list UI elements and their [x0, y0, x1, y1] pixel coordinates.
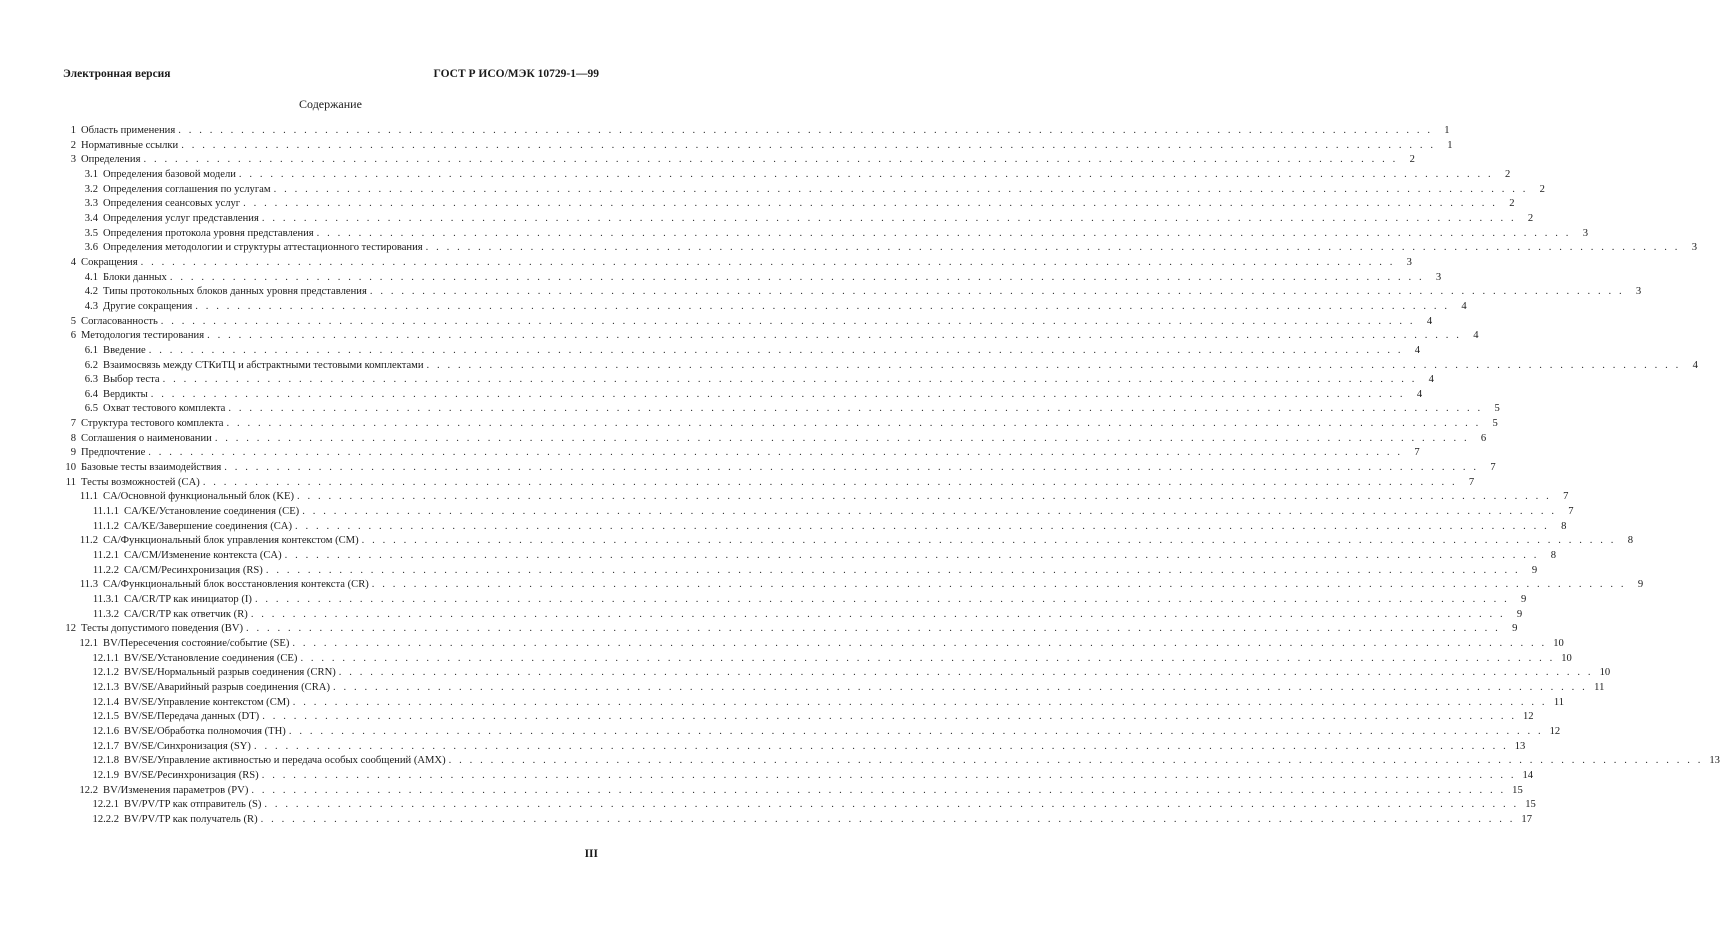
toc-entry-number: 8 [70, 432, 76, 444]
toc-dot-leader: . . . . . . . . . . . . . . . . . . . . . . . . . . . . . . . . . . . . . . . . . . . . . . . . . . . . . . . . . . . . . . . . . . . . . . . . . . . . . . . . . . . . . . . . . . . . . . . . . . . . . . . . . . . . . . . . . . . . . . . . [361, 535, 1616, 547]
toc-entry-page: 4 [1692, 359, 1698, 371]
toc-entry-page: 2 [1539, 183, 1545, 195]
toc-entry-title: BV/PV/TP как получатель (R) [124, 813, 258, 825]
toc-entry-number: 12.1.1 [92, 652, 119, 664]
toc-entry [63, 476, 1475, 491]
toc-entry [63, 417, 1498, 432]
toc-entry-page: 5 [1492, 418, 1498, 430]
toc-entry-page: 12 [1522, 711, 1534, 723]
toc-entry-number: 4 [70, 256, 76, 268]
toc-dot-leader: . . . . . . . . . . . . . . . . . . . . . . . . . . . . . . . . . . . . . . . . . . . . . . . . . . . . . . . . . . . . . . . . . . . . . . . . . . . . . . . . . . . . . . . . . . . . . . . . . . . . . . . . . . . . . . . . . . . . . . . . [143, 154, 1398, 166]
toc-entry [63, 652, 1572, 667]
toc-entry-page: 4 [1461, 300, 1467, 312]
toc-entry-title: Нормативные ссылки [81, 139, 179, 151]
toc-entry-page: 8 [1550, 550, 1556, 562]
toc-entry [63, 124, 1450, 139]
toc-entry-number: 6 [70, 330, 76, 342]
toc-entry [63, 578, 1644, 593]
toc-entry [63, 168, 1511, 183]
toc-entry [63, 388, 1423, 403]
toc-entry-number: 12.1.8 [92, 755, 119, 767]
toc-entry-number: 11.2.2 [92, 564, 119, 576]
toc-entry-title: BV/Пересечения состояние/событие (SE) [103, 637, 290, 649]
toc-dot-leader: . . . . . . . . . . . . . . . . . . . . . . . . . . . . . . . . . . . . . . . . . . . . . . . . . . . . . . . . . . . . . . . . . . . . . . . . . . . . . . . . . . . . . . . . . . . . . . . . . . . . . . . . . . . . . . . . . . . . . . . . [338, 667, 1594, 679]
toc-entry-number: 11.3.2 [92, 608, 119, 620]
toc-entry [63, 212, 1534, 227]
toc-dot-leader: . . . . . . . . . . . . . . . . . . . . . . . . . . . . . . . . . . . . . . . . . . . . . . . . . . . . . . . . . . . . . . . . . . . . . . . . . . . . . . . . . . . . . . . . . . . . . . . . . . . . . . . . . . . . . . . . . . . . . . . . [250, 608, 1506, 620]
toc-entry [63, 710, 1534, 725]
toc-entry-page: 17 [1521, 813, 1533, 825]
toc-entry-page: 1 [1447, 139, 1453, 151]
toc-entry-title: Типы протокольных блоков данных уровня представления [103, 286, 367, 298]
toc-entry-number: 11.1.2 [92, 520, 119, 532]
toc-entry-number: 11.2 [79, 535, 98, 547]
toc-entry-number: 11 [65, 476, 76, 488]
toc-entry [63, 461, 1496, 476]
toc-dot-leader: . . . . . . . . . . . . . . . . . . . . . . . . . . . . . . . . . . . . . . . . . . . . . . . . . . . . . . . . . . . . . . . . . . . . . . . . . . . . . . . . . . . . . . . . . . . . . . . . . . . . . . . . . . . . . . . . . . . . . . . . [273, 183, 1528, 195]
toc-entry-title: Выбор теста [103, 374, 160, 386]
toc-dot-leader: . . . . . . . . . . . . . . . . . . . . . . . . . . . . . . . . . . . . . . . . . . . . . . . . . . . . . . . . . . . . . . . . . . . . . . . . . . . . . . . . . . . . . . . . . . . . . . . . . . . . . . . . . . . . . . . . . . . . . . . . [253, 740, 1509, 752]
toc-entry [63, 432, 1487, 447]
toc-entry-page: 12 [1549, 725, 1561, 737]
toc-entry [63, 315, 1433, 330]
toc-entry-title: CA/KE/Завершение соединения (CA) [124, 520, 292, 532]
toc-entry-title: Блоки данных [103, 271, 167, 283]
toc-entry-title: Определения протокола уровня представления [103, 227, 314, 239]
toc-dot-leader: . . . . . . . . . . . . . . . . . . . . . . . . . . . . . . . . . . . . . . . . . . . . . . . . . . . . . . . . . . . . . . . . . . . . . . . . . . . . . . . . . . . . . . . . . . . . . . . . . . . . . . . . . . . . . . . . . . . . . . . . [262, 711, 1517, 723]
toc-entry [63, 329, 1479, 344]
toc-dot-leader: . . . . . . . . . . . . . . . . . . . . . . . . . . . . . . . . . . . . . . . . . . . . . . . . . . . . . . . . . . . . . . . . . . . . . . . . . . . . . . . . . . . . . . . . . . . . . . . . . . . . . . . . . . . . . . . . . . . . . . . . [292, 637, 1547, 649]
toc-entry-title: Структура тестового комплекта [81, 418, 224, 430]
toc-entry-page: 10 [1599, 667, 1611, 679]
toc-entry-page: 9 [1521, 594, 1527, 605]
toc-entry [63, 798, 1536, 813]
toc-entry-title: Определения услуг представления [103, 212, 259, 224]
toc-entry-number: 5 [70, 315, 76, 327]
toc-entry-page: 10 [1561, 652, 1572, 664]
toc-dot-leader: . . . . . . . . . . . . . . . . . . . . . . . . . . . . . . . . . . . . . . . . . . . . . . . . . . . . . . . . . . . . . . . . . . . . . . . . . . . . . . . . . . . . . . . . . . . . . . . . . . . . . . . . . . . . . . . . . . . . . . . . [140, 256, 1395, 268]
toc-entry-number: 3 [70, 154, 76, 166]
toc-entry-page: 2 [1509, 198, 1515, 210]
toc-dot-leader: . . . . . . . . . . . . . . . . . . . . . . . . . . . . . . . . . . . . . . . . . . . . . . . . . . . . . . . . . . . . . . . . . . . . . . . . . . . . . . . . . . . . . . . . . . . . . . . . . . . . . . . . . . . . . . . . . . . . . . . . [294, 520, 1550, 532]
toc-dot-leader: . . . . . . . . . . . . . . . . . . . . . . . . . . . . . . . . . . . . . . . . . . . . . . . . . . . . . . . . . . . . . . . . . . . . . . . . . . . . . . . . . . . . . . . . . . . . . . . . . . . . . . . . . . . . . . . . . . . . . . . . [169, 271, 1425, 283]
toc-entry-page: 4 [1426, 315, 1433, 327]
toc-entry [63, 593, 1527, 608]
toc-entry-number: 4.1 [84, 271, 98, 283]
toc-entry-number: 12.1.3 [92, 681, 119, 693]
toc-entry-title: CA/Основной функциональный блок (KE) [103, 491, 294, 503]
toc-dot-leader: . . . . . . . . . . . . . . . . . . . . . . . . . . . . . . . . . . . . . . . . . . . . . . . . . . . . . . . . . . . . . . . . . . . . . . . . . . . . . . . . . . . . . . . . . . . . . . . . . . . . . . . . . . . . . . . . . . . . . . . . [284, 550, 1539, 562]
toc-entry [63, 696, 1565, 711]
toc-entry-title: CA/CM/Ресинхронизация (RS) [124, 564, 263, 576]
toc-entry-title: CA/CR/TP как инициатор (I) [124, 594, 252, 605]
toc-entry-title: Определения [81, 154, 141, 166]
toc-entry-title: BV/SE/Установление соединения (CE) [124, 652, 298, 664]
toc-dot-leader: . . . . . . . . . . . . . . . . . . . . . . . . . . . . . . . . . . . . . . . . . . . . . . . . . . . . . . . . . . . . . . . . . . . . . . . . . . . . . . . . . . . . . . . . . . . . . . . . . . . . . . . . . . . . . . . . . . . . . . . . [195, 300, 1450, 312]
toc-entry [63, 622, 1518, 637]
toc-entry-number: 3.6 [84, 242, 98, 254]
toc-entry-page: 4 [1428, 374, 1434, 386]
toc-entry-page: 9 [1531, 564, 1538, 576]
toc-entry [63, 344, 1421, 359]
toc-dot-leader: . . . . . . . . . . . . . . . . . . . . . . . . . . . . . . . . . . . . . . . . . . . . . . . . . . . . . . . . . . . . . . . . . . . . . . . . . . . . . . . . . . . . . . . . . . . . . . . . . . . . . . . . . . . . . . . . . . . . . . . . [369, 286, 1625, 298]
toc-entry-number: 7 [70, 418, 76, 430]
toc-dot-leader: . . . . . . . . . . . . . . . . . . . . . . . . . . . . . . . . . . . . . . . . . . . . . . . . . . . . . . . . . . . . . . . . . . . . . . . . . . . . . . . . . . . . . . . . . . . . . . . . . . . . . . . . . . . . . . . . . . . . . . . . [264, 799, 1519, 811]
toc-dot-leader: . . . . . . . . . . . . . . . . . . . . . . . . . . . . . . . . . . . . . . . . . . . . . . . . . . . . . . . . . . . . . . . . . . . . . . . . . . . . . . . . . . . . . . . . . . . . . . . . . . . . . . . . . . . . . . . . . . . . . . . . [238, 168, 1494, 180]
toc-entry-number: 4.3 [84, 300, 98, 312]
toc-entry-title: BV/SE/Аварийный разрыв соединения (CRA) [124, 681, 330, 693]
toc-entry-number: 12.1.2 [92, 667, 119, 679]
toc-entry-page: 2 [1527, 212, 1534, 224]
toc-entry-number: 3.1 [84, 168, 98, 180]
toc-entry-number: 12.2.1 [92, 799, 119, 811]
toc-entry-title: Предпочтение [81, 447, 146, 459]
toc-entry [63, 300, 1467, 315]
toc-dot-leader: . . . . . . . . . . . . . . . . . . . . . . . . . . . . . . . . . . . . . . . . . . . . . . . . . . . . . . . . . . . . . . . . . . . . . . . . . . . . . . . . . . . . . . . . . . . . . . . . . . . . . . . . . . . . . . . . . . . . . . . . [214, 432, 1470, 444]
toc-entry [63, 505, 1574, 520]
toc-entry-number: 9 [70, 447, 76, 459]
toc-entry [63, 139, 1453, 154]
toc-entry [63, 754, 1720, 769]
toc-entry-page: 3 [1691, 242, 1698, 254]
toc-entry-number: 11.3 [79, 579, 98, 591]
toc-entry-number: 11.2.1 [92, 550, 119, 562]
toc-entry-number: 3.4 [84, 212, 98, 224]
toc-entry [63, 446, 1420, 461]
toc-dot-leader: . . . . . . . . . . . . . . . . . . . . . . . . . . . . . . . . . . . . . . . . . . . . . . . . . . . . . . . . . . . . . . . . . . . . . . . . . . . . . . . . . . . . . . . . . . . . . . . . . . . . . . . . . . . . . . . . . . . . . . . . [260, 813, 1516, 825]
toc-entry-page: 15 [1525, 799, 1536, 811]
toc-dot-leader: . . . . . . . . . . . . . . . . . . . . . . . . . . . . . . . . . . . . . . . . . . . . . . . . . . . . . . . . . . . . . . . . . . . . . . . . . . . . . . . . . . . . . . . . . . . . . . . . . . . . . . . . . . . . . . . . . . . . . . . . [333, 681, 1588, 693]
toc-entry [63, 197, 1515, 212]
toc-entry-title: Методология тестирования [81, 330, 205, 342]
toc-entry-title: Соглашения о наименовании [81, 432, 212, 444]
toc-entry-number: 1 [70, 125, 76, 136]
toc-entry-title: Введение [103, 344, 146, 356]
toc-entry-number: 12.1 [79, 637, 98, 649]
toc-dot-leader: . . . . . . . . . . . . . . . . . . . . . . . . . . . . . . . . . . . . . . . . . . . . . . . . . . . . . . . . . . . . . . . . . . . . . . . . . . . . . . . . . . . . . . . . . . . . . . . . . . . . . . . . . . . . . . . . . . . . . . . . [228, 403, 1483, 415]
toc-entry [63, 373, 1434, 388]
toc-dot-leader: . . . . . . . . . . . . . . . . . . . . . . . . . . . . . . . . . . . . . . . . . . . . . . . . . . . . . . . . . . . . . . . . . . . . . . . . . . . . . . . . . . . . . . . . . . . . . . . . . . . . . . . . . . . . . . . . . . . . . . . . [371, 579, 1627, 591]
toc-entry-title: Определения сеансовых услуг [103, 198, 241, 210]
toc-entry-title: BV/SE/Синхронизация (SY) [124, 740, 251, 752]
toc-entry-page: 3 [1435, 271, 1442, 283]
toc-dot-leader: . . . . . . . . . . . . . . . . . . . . . . . . . . . . . . . . . . . . . . . . . . . . . . . . . . . . . . . . . . . . . . . . . . . . . . . . . . . . . . . . . . . . . . . . . . . . . . . . . . . . . . . . . . . . . . . . . . . . . . . . [292, 696, 1548, 708]
toc-entry-page: 4 [1473, 330, 1479, 342]
toc-entry-page: 2 [1505, 168, 1511, 180]
toc-entry-page: 13 [1709, 755, 1720, 767]
toc-entry-number: 3.3 [84, 198, 98, 210]
toc-entry-page: 4 [1414, 344, 1421, 356]
toc-entry [63, 740, 1526, 755]
table-of-contents [63, 124, 1720, 828]
toc-entry-title: BV/SE/Управление активностью и передача особых сообщений (AMX) [124, 755, 446, 767]
toc-entry [63, 608, 1523, 623]
toc-dot-leader: . . . . . . . . . . . . . . . . . . . . . . . . . . . . . . . . . . . . . . . . . . . . . . . . . . . . . . . . . . . . . . . . . . . . . . . . . . . . . . . . . . . . . . . . . . . . . . . . . . . . . . . . . . . . . . . . . . . . . . . . [160, 315, 1416, 327]
toc-entry-title: BV/PV/TP как отправитель (S) [124, 799, 262, 811]
toc-entry-title: Тесты возможностей (CA) [81, 476, 200, 488]
toc-entry-page: 7 [1490, 462, 1496, 474]
toc-entry-title: Охват тестового комплекта [103, 403, 226, 415]
toc-entry-number: 10 [65, 462, 76, 474]
toc-entry-number: 6.3 [84, 374, 98, 386]
toc-entry [63, 534, 1633, 549]
toc-entry-page: 11 [1594, 681, 1605, 693]
toc-entry-page: 14 [1522, 769, 1534, 781]
toc-dot-leader: . . . . . . . . . . . . . . . . . . . . . . . . . . . . . . . . . . . . . . . . . . . . . . . . . . . . . . . . . . . . . . . . . . . . . . . . . . . . . . . . . . . . . . . . . . . . . . . . . . . . . . . . . . . . . . . . . . . . . . . . [265, 564, 1521, 576]
toc-entry-number: 4.2 [84, 286, 98, 298]
toc-entry-number: 12.1.5 [92, 711, 119, 723]
toc-entry-page: 15 [1512, 784, 1523, 796]
toc-entry-title: CA/KE/Установление соединения (CE) [124, 506, 300, 518]
toc-dot-leader: . . . . . . . . . . . . . . . . . . . . . . . . . . . . . . . . . . . . . . . . . . . . . . . . . . . . . . . . . . . . . . . . . . . . . . . . . . . . . . . . . . . . . . . . . . . . . . . . . . . . . . . . . . . . . . . . . . . . . . . . [448, 755, 1703, 767]
toc-entry-page: 3 [1406, 256, 1412, 268]
toc-entry-number: 11.1 [79, 491, 98, 503]
header-standard-code: ГОСТ Р ИСО/МЭК 10729-1—99 [433, 68, 599, 80]
toc-dot-leader: . . . . . . . . . . . . . . . . . . . . . . . . . . . . . . . . . . . . . . . . . . . . . . . . . . . . . . . . . . . . . . . . . . . . . . . . . . . . . . . . . . . . . . . . . . . . . . . . . . . . . . . . . . . . . . . . . . . . . . . . [288, 725, 1544, 737]
toc-entry-title: BV/Изменения параметров (PV) [103, 784, 249, 796]
toc-dot-leader: . . . . . . . . . . . . . . . . . . . . . . . . . . . . . . . . . . . . . . . . . . . . . . . . . . . . . . . . . . . . . . . . . . . . . . . . . . . . . . . . . . . . . . . . . . . . . . . . . . . . . . . . . . . . . . . . . . . . . . . . [178, 125, 1433, 136]
toc-dot-leader: . . . . . . . . . . . . . . . . . . . . . . . . . . . . . . . . . . . . . . . . . . . . . . . . . . . . . . . . . . . . . . . . . . . . . . . . . . . . . . . . . . . . . . . . . . . . . . . . . . . . . . . . . . . . . . . . . . . . . . . . [148, 447, 1403, 459]
toc-entry-page: 8 [1627, 535, 1633, 547]
toc-entry-page: 6 [1480, 432, 1487, 444]
toc-dot-leader: . . . . . . . . . . . . . . . . . . . . . . . . . . . . . . . . . . . . . . . . . . . . . . . . . . . . . . . . . . . . . . . . . . . . . . . . . . . . . . . . . . . . . . . . . . . . . . . . . . . . . . . . . . . . . . . . . . . . . . . . [261, 212, 1517, 224]
toc-dot-leader: . . . . . . . . . . . . . . . . . . . . . . . . . . . . . . . . . . . . . . . . . . . . . . . . . . . . . . . . . . . . . . . . . . . . . . . . . . . . . . . . . . . . . . . . . . . . . . . . . . . . . . . . . . . . . . . . . . . . . . . . [296, 491, 1552, 503]
toc-entry [63, 183, 1545, 198]
toc-entry [63, 153, 1415, 168]
toc-entry-number: 12 [65, 623, 76, 635]
toc-entry-page: 9 [1516, 608, 1523, 620]
toc-entry-number: 11.3.1 [92, 594, 119, 605]
toc-entry-page: 3 [1582, 227, 1589, 239]
toc-entry [63, 256, 1412, 271]
toc-dot-leader: . . . . . . . . . . . . . . . . . . . . . . . . . . . . . . . . . . . . . . . . . . . . . . . . . . . . . . . . . . . . . . . . . . . . . . . . . . . . . . . . . . . . . . . . . . . . . . . . . . . . . . . . . . . . . . . . . . . . . . . . [300, 652, 1555, 664]
toc-dot-leader: . . . . . . . . . . . . . . . . . . . . . . . . . . . . . . . . . . . . . . . . . . . . . . . . . . . . . . . . . . . . . . . . . . . . . . . . . . . . . . . . . . . . . . . . . . . . . . . . . . . . . . . . . . . . . . . . . . . . . . . . [254, 594, 1510, 605]
toc-entry-title: Взаимосвязь между СТКиТЦ и абстрактными тестовыми комплектами [103, 359, 424, 371]
toc-entry [63, 402, 1500, 417]
toc-entry-title: Вердикты [103, 388, 148, 400]
toc-entry-title: CA/Функциональный блок управления контекстом (CM) [103, 535, 359, 547]
toc-entry [63, 359, 1698, 374]
toc-entry-title: BV/SE/Передача данных (DT) [124, 711, 260, 723]
toc-entry-number: 12.2 [79, 784, 98, 796]
toc-dot-leader: . . . . . . . . . . . . . . . . . . . . . . . . . . . . . . . . . . . . . . . . . . . . . . . . . . . . . . . . . . . . . . . . . . . . . . . . . . . . . . . . . . . . . . . . . . . . . . . . . . . . . . . . . . . . . . . . . . . . . . . . [243, 198, 1498, 210]
toc-dot-leader: . . . . . . . . . . . . . . . . . . . . . . . . . . . . . . . . . . . . . . . . . . . . . . . . . . . . . . . . . . . . . . . . . . . . . . . . . . . . . . . . . . . . . . . . . . . . . . . . . . . . . . . . . . . . . . . . . . . . . . . . [246, 623, 1501, 635]
toc-entry-title: BV/SE/Ресинхронизация (RS) [124, 769, 259, 781]
toc-dot-leader: . . . . . . . . . . . . . . . . . . . . . . . . . . . . . . . . . . . . . . . . . . . . . . . . . . . . . . . . . . . . . . . . . . . . . . . . . . . . . . . . . . . . . . . . . . . . . . . . . . . . . . . . . . . . . . . . . . . . . . . . [224, 462, 1479, 474]
toc-entry-title: CA/Функциональный блок восстановления контекста (CR) [103, 579, 369, 591]
toc-entry-title: CA/CR/TP как ответчик (R) [124, 608, 248, 620]
toc-entry-page: 2 [1409, 154, 1415, 166]
toc-dot-leader: . . . . . . . . . . . . . . . . . . . . . . . . . . . . . . . . . . . . . . . . . . . . . . . . . . . . . . . . . . . . . . . . . . . . . . . . . . . . . . . . . . . . . . . . . . . . . . . . . . . . . . . . . . . . . . . . . . . . . . . . [202, 476, 1458, 488]
toc-dot-leader: . . . . . . . . . . . . . . . . . . . . . . . . . . . . . . . . . . . . . . . . . . . . . . . . . . . . . . . . . . . . . . . . . . . . . . . . . . . . . . . . . . . . . . . . . . . . . . . . . . . . . . . . . . . . . . . . . . . . . . . . [251, 784, 1506, 796]
toc-entry-page: 8 [1561, 520, 1567, 532]
toc-dot-leader: . . . . . . . . . . . . . . . . . . . . . . . . . . . . . . . . . . . . . . . . . . . . . . . . . . . . . . . . . . . . . . . . . . . . . . . . . . . . . . . . . . . . . . . . . . . . . . . . . . . . . . . . . . . . . . . . . . . . . . . . [207, 330, 1462, 342]
toc-dot-leader: . . . . . . . . . . . . . . . . . . . . . . . . . . . . . . . . . . . . . . . . . . . . . . . . . . . . . . . . . . . . . . . . . . . . . . . . . . . . . . . . . . . . . . . . . . . . . . . . . . . . . . . . . . . . . . . . . . . . . . . . [425, 242, 1681, 254]
toc-entry-page: 1 [1444, 125, 1450, 136]
toc-entry-page: 9 [1637, 579, 1644, 591]
toc-entry-title: CA/CM/Изменение контекста (CA) [124, 550, 282, 562]
toc-entry-page: 7 [1568, 506, 1574, 518]
toc-title: Содержание [299, 97, 362, 111]
toc-entry-title: Область применения [81, 125, 176, 136]
toc-dot-leader: . . . . . . . . . . . . . . . . . . . . . . . . . . . . . . . . . . . . . . . . . . . . . . . . . . . . . . . . . . . . . . . . . . . . . . . . . . . . . . . . . . . . . . . . . . . . . . . . . . . . . . . . . . . . . . . . . . . . . . . . [316, 227, 1572, 239]
toc-dot-leader: . . . . . . . . . . . . . . . . . . . . . . . . . . . . . . . . . . . . . . . . . . . . . . . . . . . . . . . . . . . . . . . . . . . . . . . . . . . . . . . . . . . . . . . . . . . . . . . . . . . . . . . . . . . . . . . . . . . . . . . . [150, 388, 1406, 400]
toc-entry-title: Сокращения [81, 256, 138, 268]
toc-entry-page: 7 [1414, 447, 1420, 459]
toc-entry-title: Согласованность [81, 315, 158, 327]
toc-entry [63, 490, 1569, 505]
toc-entry-page: 9 [1512, 623, 1518, 635]
toc-entry-page: 13 [1514, 740, 1526, 752]
toc-dot-leader: . . . . . . . . . . . . . . . . . . . . . . . . . . . . . . . . . . . . . . . . . . . . . . . . . . . . . . . . . . . . . . . . . . . . . . . . . . . . . . . . . . . . . . . . . . . . . . . . . . . . . . . . . . . . . . . . . . . . . . . . [162, 374, 1417, 386]
toc-entry-number: 6.4 [84, 388, 98, 400]
toc-entry-title: Тесты допустимого поведения (BV) [81, 623, 244, 635]
toc-entry-title: BV/SE/Нормальный разрыв соединения (CRN) [124, 667, 336, 679]
toc-entry-title: Другие сокращения [103, 300, 193, 312]
toc-entry [63, 769, 1534, 784]
toc-entry [63, 784, 1523, 799]
toc-entry-number: 6.2 [84, 359, 98, 371]
toc-entry-title: Определения базовой модели [103, 168, 236, 180]
toc-entry-number: 2 [70, 139, 76, 151]
toc-entry-number: 12.1.7 [92, 740, 119, 752]
toc-entry [63, 637, 1564, 652]
toc-dot-leader: . . . . . . . . . . . . . . . . . . . . . . . . . . . . . . . . . . . . . . . . . . . . . . . . . . . . . . . . . . . . . . . . . . . . . . . . . . . . . . . . . . . . . . . . . . . . . . . . . . . . . . . . . . . . . . . . . . . . . . . . [302, 506, 1557, 518]
toc-entry-title: Определения методологии и структуры аттестационного тестирования [103, 242, 423, 254]
toc-entry [63, 271, 1442, 286]
toc-entry [63, 285, 1642, 300]
toc-entry-title: BV/SE/Управление контекстом (CM) [124, 696, 290, 708]
toc-entry-title: Определения соглашения по услугам [103, 183, 271, 195]
toc-entry [63, 813, 1533, 828]
toc-entry-page: 5 [1494, 403, 1500, 415]
toc-entry-page: 11 [1553, 696, 1565, 708]
toc-entry-page: 7 [1468, 476, 1475, 488]
toc-entry-number: 12.1.6 [92, 725, 119, 737]
toc-entry [63, 520, 1567, 535]
toc-dot-leader: . . . . . . . . . . . . . . . . . . . . . . . . . . . . . . . . . . . . . . . . . . . . . . . . . . . . . . . . . . . . . . . . . . . . . . . . . . . . . . . . . . . . . . . . . . . . . . . . . . . . . . . . . . . . . . . . . . . . . . . . [226, 418, 1481, 430]
toc-entry-number: 3.2 [84, 183, 98, 195]
toc-entry [63, 666, 1611, 681]
toc-dot-leader: . . . . . . . . . . . . . . . . . . . . . . . . . . . . . . . . . . . . . . . . . . . . . . . . . . . . . . . . . . . . . . . . . . . . . . . . . . . . . . . . . . . . . . . . . . . . . . . . . . . . . . . . . . . . . . . . . . . . . . . . [426, 359, 1681, 371]
toc-entry [63, 725, 1561, 740]
toc-entry-page: 10 [1553, 637, 1564, 649]
header-edition-label: Электронная версия [63, 68, 171, 80]
toc-entry-title: BV/SE/Обработка полномочия (TH) [124, 725, 286, 737]
toc-entry-page: 3 [1635, 286, 1642, 298]
toc-entry [63, 227, 1589, 242]
toc-entry-number: 12.1.4 [92, 696, 119, 708]
toc-entry-number: 11.1.1 [92, 506, 119, 518]
toc-dot-leader: . . . . . . . . . . . . . . . . . . . . . . . . . . . . . . . . . . . . . . . . . . . . . . . . . . . . . . . . . . . . . . . . . . . . . . . . . . . . . . . . . . . . . . . . . . . . . . . . . . . . . . . . . . . . . . . . . . . . . . . . [261, 769, 1517, 781]
toc-dot-leader: . . . . . . . . . . . . . . . . . . . . . . . . . . . . . . . . . . . . . . . . . . . . . . . . . . . . . . . . . . . . . . . . . . . . . . . . . . . . . . . . . . . . . . . . . . . . . . . . . . . . . . . . . . . . . . . . . . . . . . . . [148, 344, 1404, 356]
toc-entry [63, 549, 1556, 564]
toc-entry-page: 7 [1563, 491, 1569, 503]
toc-entry [63, 681, 1605, 696]
toc-entry-page: 4 [1416, 388, 1423, 400]
toc-entry-number: 3.5 [84, 227, 98, 239]
toc-dot-leader: . . . . . . . . . . . . . . . . . . . . . . . . . . . . . . . . . . . . . . . . . . . . . . . . . . . . . . . . . . . . . . . . . . . . . . . . . . . . . . . . . . . . . . . . . . . . . . . . . . . . . . . . . . . . . . . . . . . . . . . . [181, 139, 1436, 151]
toc-entry [63, 564, 1538, 579]
toc-entry [63, 241, 1698, 256]
toc-entry-title: Базовые тесты взаимодействия [81, 462, 222, 474]
toc-entry-number: 6.5 [84, 403, 98, 415]
page-number: III [584, 848, 598, 860]
toc-entry-number: 12.2.2 [92, 813, 119, 825]
toc-entry-number: 12.1.9 [92, 769, 119, 781]
toc-entry-number: 6.1 [84, 344, 98, 356]
